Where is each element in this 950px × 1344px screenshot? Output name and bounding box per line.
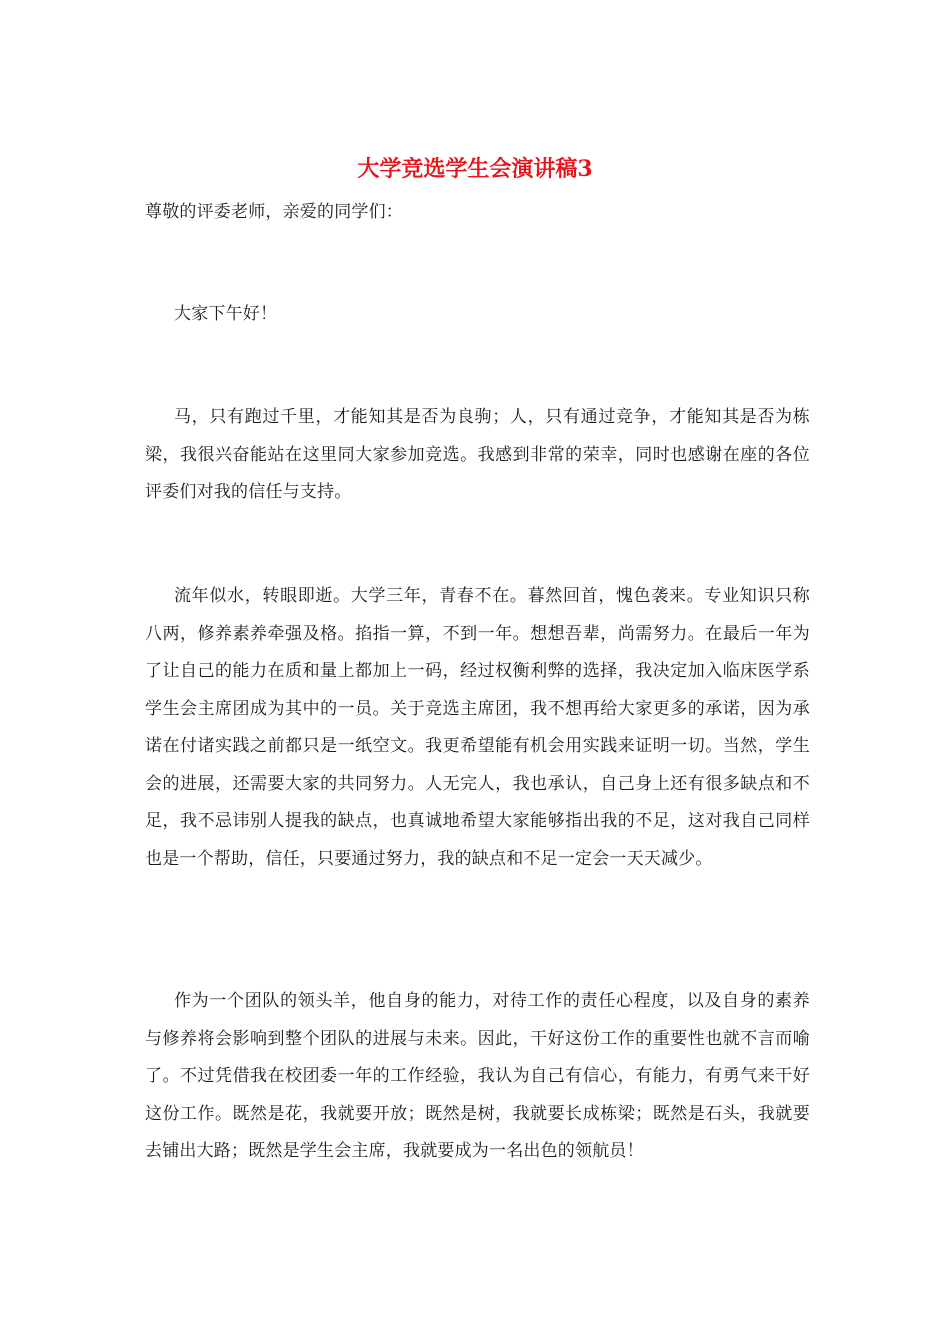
salutation: 尊敬的评委老师，亲爱的同学们： — [145, 202, 403, 222]
greeting: 大家下午好！ — [174, 304, 278, 324]
document-title: 大学竞选学生会演讲稿3 — [357, 156, 593, 182]
body-paragraph: 马，只有跑过千里，才能知其是否为良驹；人，只有通过竞争，才能知其是否为栋梁，我很兴奋能站在这里同大家参加竞选。我感到非常的荣幸，同时也感谢在座的各位评委们对我的信任与支持。 — [145, 407, 810, 502]
body-paragraph: 流年似水，转眼即逝。大学三年，青春不在。暮然回首，愧色袭来。专业知识只称八两，修养素养牵强及格。掐指一算，不到一年。想想吾辈，尚需努力。在最后一年为了让自己的能力在质和量上都加上一码，经过权衡利弊的选择，我决定加入临床医学系学生会主席团成为其中的一员。关于竞选主席团，我不想再给大家更多的承诺，因为承诺在付诸实践之前都只是一纸空文。我更希望能有机会用实践来证明一切。当然，学生会的进展，还需要大家的共同努力。人无完人，我也承认，自己身上还有很多缺点和不足，我不忌讳别人提我的缺点，也真诚地希望大家能够指出我的不足，这对我自己同样也是一个帮助，信任，只要通过努力，我的缺点和不足一定会一天天减少。 — [145, 586, 810, 869]
body-paragraph: 作为一个团队的领头羊，他自身的能力，对待工作的责任心程度，以及自身的素养与修养将会影响到整个团队的进展与未来。因此，干好这份工作的重要性也就不言而喻了。不过凭借我在校团委一年的工作经验，我认为自己有信心，有能力，有勇气来干好这份工作。既然是花，我就要开放；既然是树，我就要长成栋梁；既然是石头，我就要去铺出大路；既然是学生会主席，我就要成为一名出色的领航员！ — [145, 991, 810, 1161]
